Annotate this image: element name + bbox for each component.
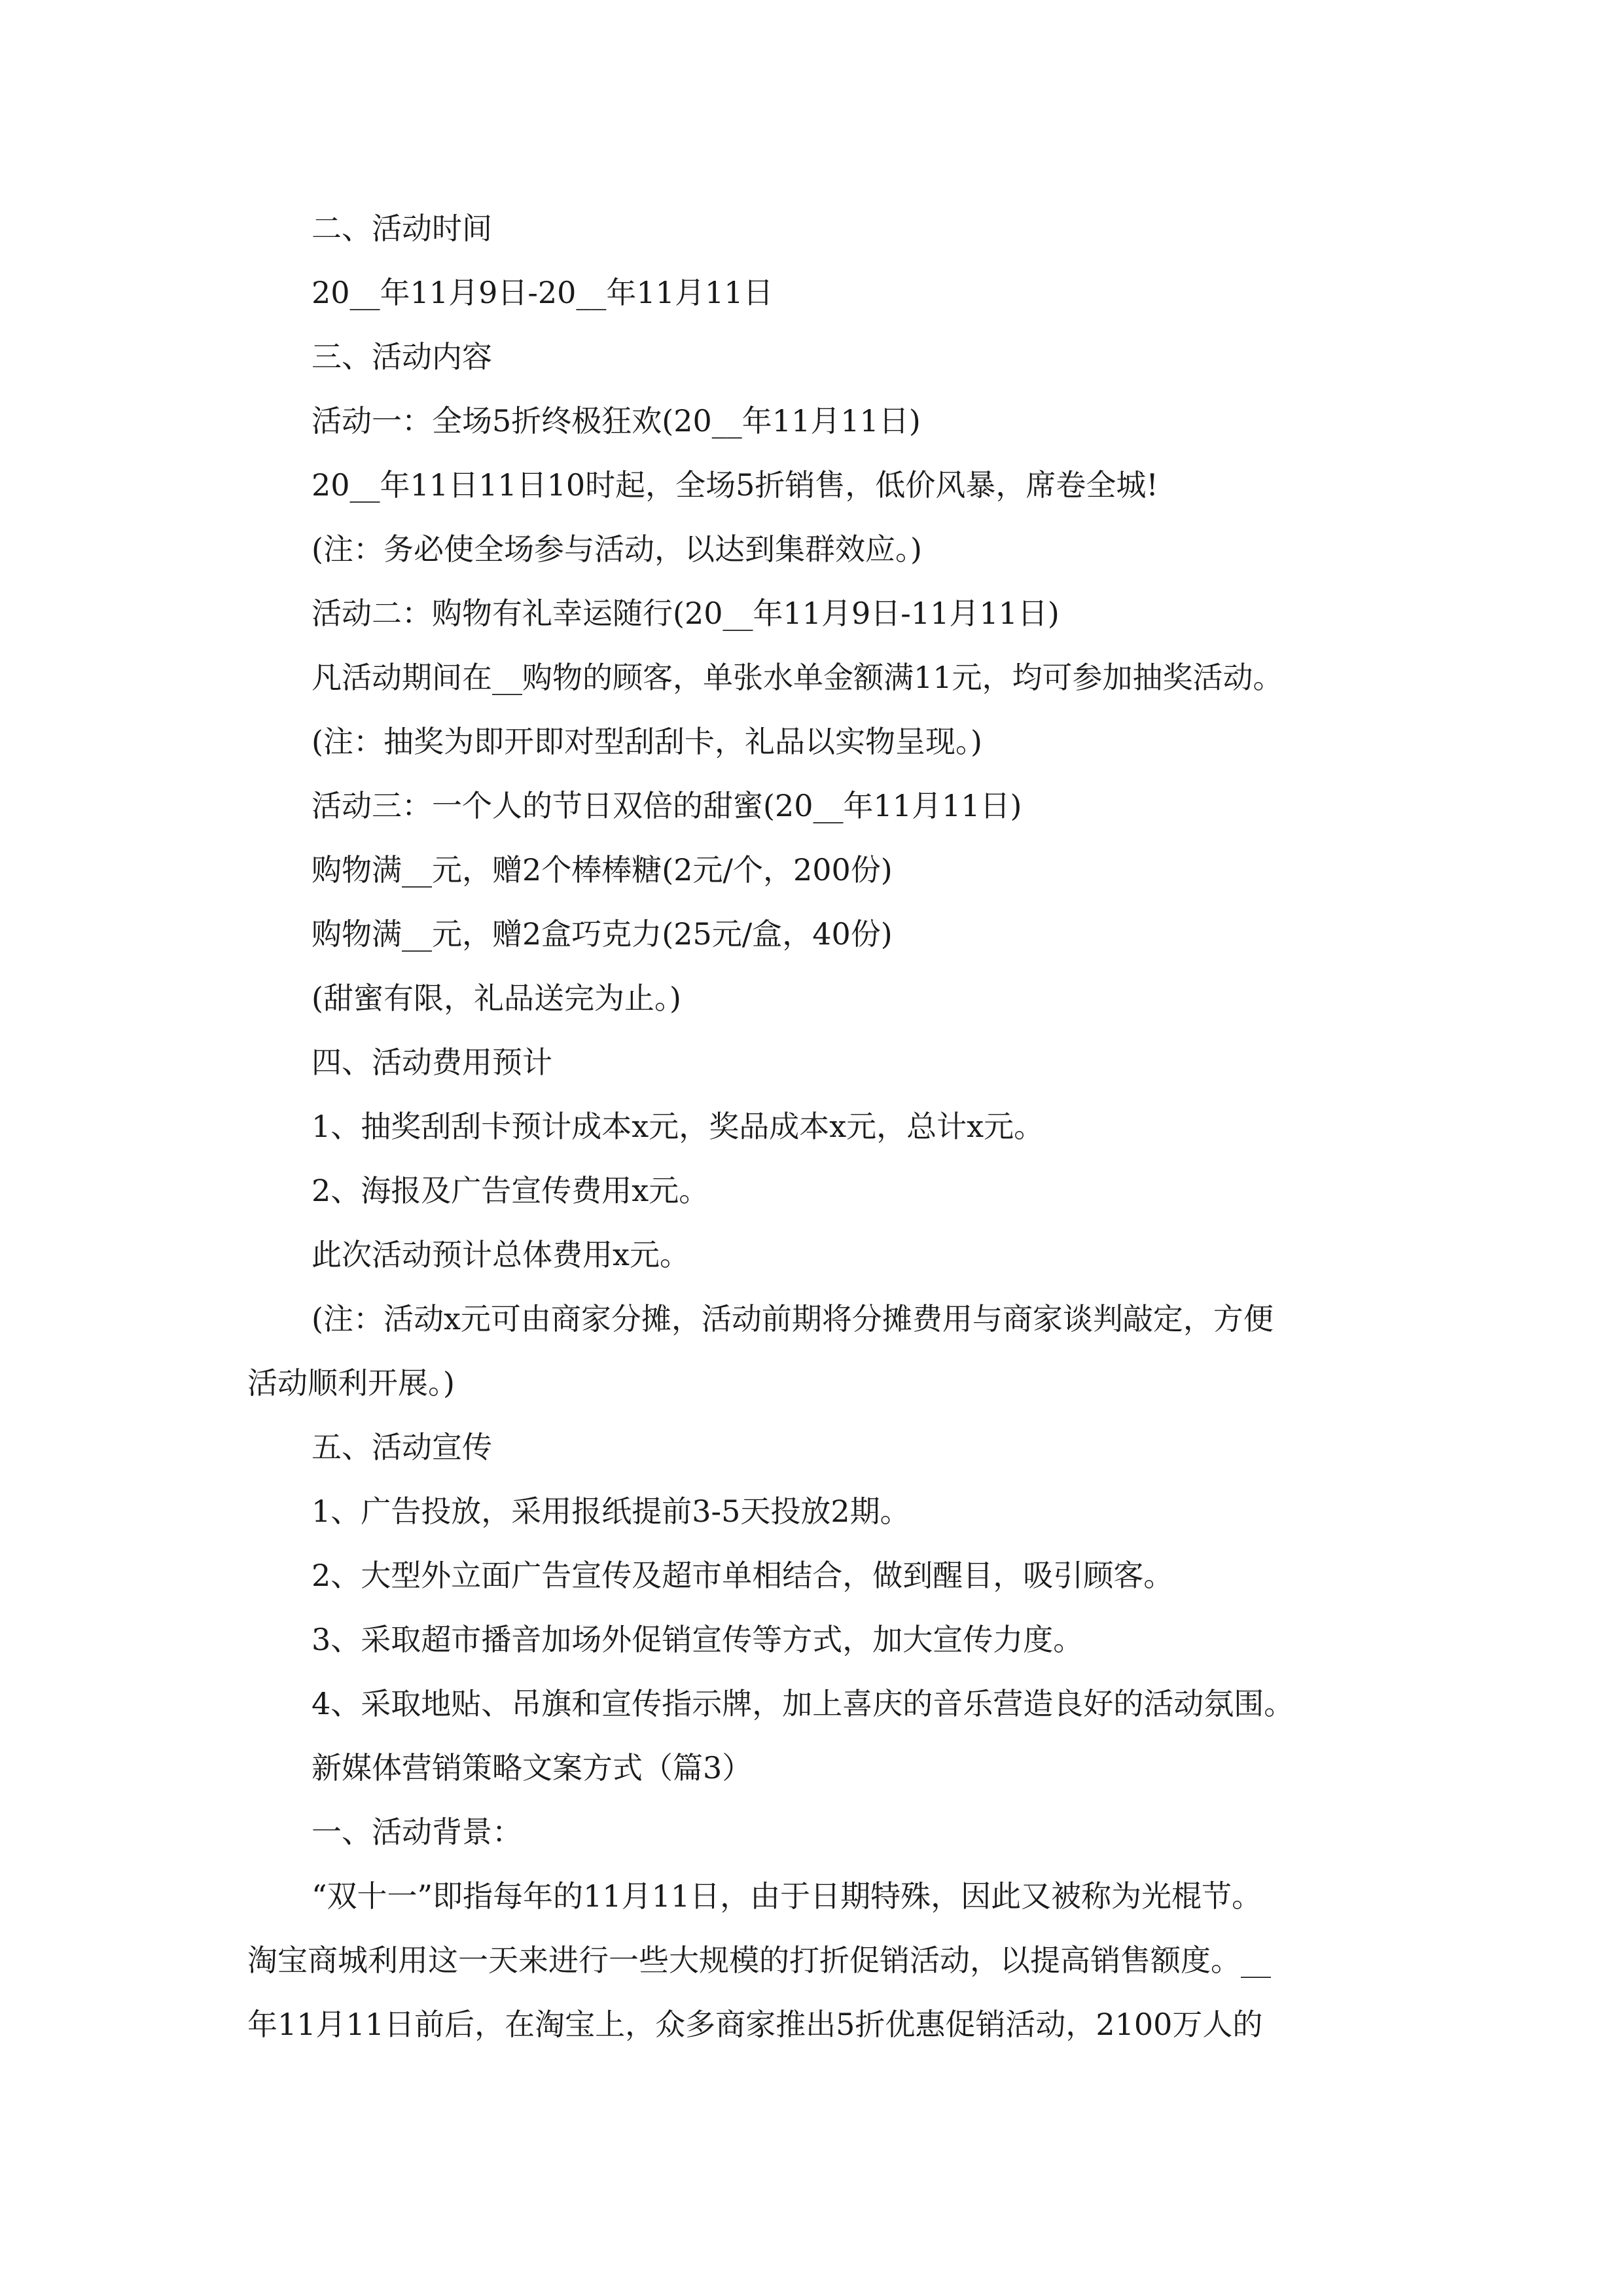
cost-item-two: 2、海报及广告宣传费用x元。 [312,1173,709,1208]
background-line-one: “双十一”即指每年的11月11日，由于日期特殊，因此又被称为光棍节。 [312,1878,1262,1914]
activity-two-note: (注：抽奖为即开即对型刮刮卡，礼品以实物呈现。) [312,724,982,759]
activity-three-gift-one: 购物满__元，赠2个棒棒糖(2元/个，200份) [312,852,893,888]
cost-note-line-two: 活动顺利开展。) [247,1365,455,1401]
background-line-two: 淘宝商城利用这一天来进行一些大规模的打折促销活动，以提高销售额度。__ [247,1943,1271,1978]
activity-date-range: 20__年11月9日-20__年11月11日 [312,275,774,310]
background-line-three: 年11月11日前后，在淘宝上，众多商家推出5折优惠促销活动，2100万人的 [247,2007,1263,2042]
heading-cost-estimate: 四、活动费用预计 [312,1045,552,1080]
heading-promotion: 五、活动宣传 [312,1429,492,1465]
promotion-item-three: 3、采取超市播音加场外促销宣传等方式，加大宣传力度。 [312,1622,1084,1657]
heading-activity-background: 一、活动背景： [312,1814,522,1850]
activity-one-title: 活动一：全场5折终极狂欢(20__年11月11日) [312,403,921,439]
activity-two-detail: 凡活动期间在__购物的顾客，单张水单金额满11元，均可参加抽奖活动。 [312,660,1283,695]
section-title-part-three: 新媒体营销策略文案方式（篇3） [312,1750,753,1785]
promotion-item-four: 4、采取地贴、吊旗和宣传指示牌，加上喜庆的音乐营造良好的活动氛围。 [312,1686,1294,1721]
heading-activity-time: 二、活动时间 [312,211,492,246]
activity-one-detail: 20__年11日11日10时起，全场5折销售，低价风暴，席卷全城! [312,467,1158,503]
cost-total: 此次活动预计总体费用x元。 [312,1237,690,1272]
activity-two-title: 活动二：购物有礼幸运随行(20__年11月9日-11月11日) [312,596,1060,631]
activity-three-gift-two: 购物满__元，赠2盒巧克力(25元/盒，40份) [312,916,893,952]
promotion-item-one: 1、广告投放，采用报纸提前3-5天投放2期。 [312,1494,910,1529]
heading-activity-content: 三、活动内容 [312,339,492,374]
cost-note-line-one: (注：活动x元可由商家分摊，活动前期将分摊费用与商家谈判敲定，方便 [312,1301,1274,1336]
activity-three-title: 活动三：一个人的节日双倍的甜蜜(20__年11月11日) [312,788,1022,823]
cost-item-one: 1、抽奖刮刮卡预计成本x元，奖品成本x元，总计x元。 [312,1109,1044,1144]
activity-three-note: (甜蜜有限，礼品送完为止。) [312,980,681,1016]
activity-one-note: (注：务必使全场参与活动，以达到集群效应。) [312,531,922,567]
promotion-item-two: 2、大型外立面广告宣传及超市单相结合，做到醒目，吸引顾客。 [312,1558,1174,1593]
